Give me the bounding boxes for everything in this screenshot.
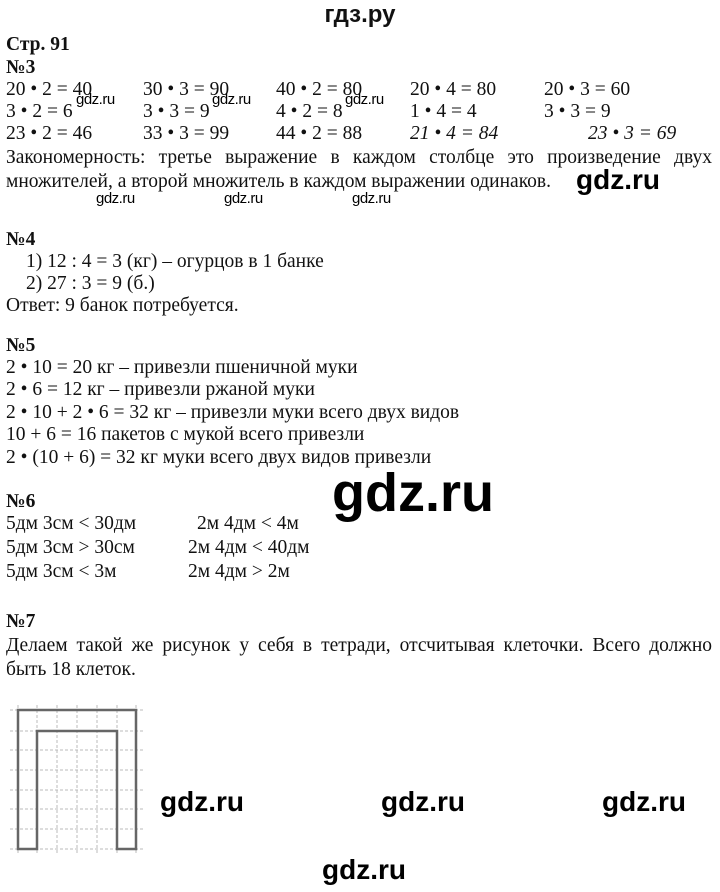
task7-title: №7 [6,611,36,632]
task3-cell: 23 • 2 = 46 [6,123,93,144]
task6-comparison: 2м 4дм > 2м [188,561,290,582]
watermark: gdz.ru [576,164,660,195]
task3-cell: 3 • 3 = 9 [544,101,611,122]
task3-cell: 20 • 2 = 40 [6,79,93,100]
task3-cell: 1 • 4 = 4 [410,101,477,122]
task6-comparison: 5дм 3см < 30дм [6,513,137,534]
task4-step: 2) 27 : 3 = 9 (б.) [26,273,155,294]
watermark: gdz.ru [212,91,251,108]
grid-lines [10,705,144,855]
task3-cell: 44 • 2 = 88 [276,123,363,144]
task3-cell: 3 • 2 = 6 [6,101,73,122]
task6-comparison: 5дм 3см < 3м [6,561,117,582]
task3-cell: 30 • 3 = 90 [143,79,230,100]
task5-line: 10 + 6 = 16 пакетов с мукой всего привезли [6,424,365,445]
grid-figure [0,700,160,860]
site-title: гдз.ру [324,1,396,28]
page-reference: Стр. 91 [6,34,70,55]
task3-cell: 20 • 3 = 60 [544,79,631,100]
task5-title: №5 [6,335,36,356]
watermark: gdz.ru [76,91,115,108]
watermark: gdz.ru [224,190,263,207]
task6-comparison: 5дм 3см > 30см [6,537,135,558]
task7-text: быть 18 клеток. [6,659,136,680]
task3-cell: 40 • 2 = 80 [276,79,363,100]
task3-title: №3 [6,57,36,78]
task4-answer: Ответ: 9 банок потребуется. [6,295,239,316]
task3-cell: 20 • 4 = 80 [410,79,497,100]
task3-cell: 23 • 3 = 69 [588,123,677,144]
watermark: gdz.ru [381,786,465,817]
task7-text: Делаем такой же рисунок у себя в тетради, отсчитывая клеточки. Всего должно [6,635,712,656]
watermark-large: gdz.ru [332,463,494,523]
task5-line: 2 • 10 + 2 • 6 = 32 кг – привезли муки всего двух видов [6,402,460,423]
watermark: gdz.ru [160,786,244,817]
watermark: gdz.ru [352,190,391,207]
task3-cell: 33 • 3 = 99 [143,123,230,144]
task3-cell: 3 • 3 = 9 [143,101,210,122]
task5-line: 2 • 10 = 20 кг – привезли пшеничной муки [6,357,358,378]
task3-pattern-line: Закономерность: третье выражение в каждом столбце это произведение двух [6,147,712,168]
watermark: gdz.ru [322,854,406,885]
task4-step: 1) 12 : 4 = 3 (кг) – огурцов в 1 банке [26,251,324,272]
task5-line: 2 • (10 + 6) = 32 кг муки всего двух видов привезли [6,447,432,468]
task3-cell: 4 • 2 = 8 [276,101,343,122]
watermark: gdz.ru [96,190,135,207]
task3-pattern-line: множителей, а второй множитель в каждом выражении одинаков. [6,171,552,192]
task3-cell: 21 • 4 = 84 [410,123,499,144]
task4-title: №4 [6,229,36,250]
task6-comparison: 2м 4дм < 4м [197,513,299,534]
task6-comparison: 2м 4дм < 40дм [188,537,310,558]
task6-title: №6 [6,491,36,512]
watermark: gdz.ru [345,91,384,108]
task5-line: 2 • 6 = 12 кг – привезли ржаной муки [6,379,315,400]
watermark: gdz.ru [602,786,686,817]
